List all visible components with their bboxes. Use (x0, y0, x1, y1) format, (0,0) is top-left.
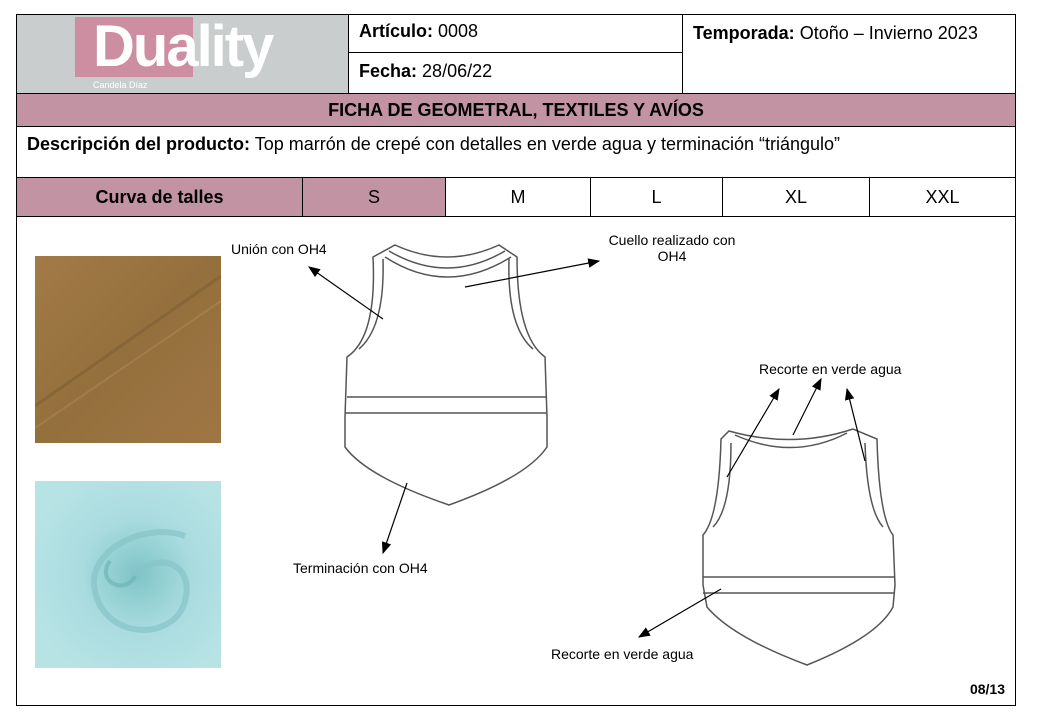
size-m: M (446, 178, 591, 216)
temporada-cell (683, 15, 1015, 93)
logo-subtitle: Candela Díaz (93, 80, 148, 90)
temporada-value: Otoño – Invierno 2023 (799, 23, 978, 43)
size-curve-row (17, 178, 1015, 217)
back-top-drawing (703, 429, 895, 665)
articulo-label: Artículo: (359, 21, 433, 41)
annotation-recorte-top: Recorte en verde agua (759, 361, 902, 377)
annotation-union: Unión con OH4 (231, 241, 327, 257)
size-curve-label: Curva de talles (17, 178, 303, 216)
tech-sheet (16, 14, 1016, 706)
page-number: 08/13 (969, 681, 1005, 697)
description-value: Top marrón de crepé con detalles en verde agua y terminación “triángulo” (254, 134, 841, 154)
annotation-terminacion: Terminación con OH4 (293, 560, 428, 576)
size-xl: XL (723, 178, 870, 216)
articulo-cell (349, 15, 683, 53)
size-l: L (591, 178, 723, 216)
fecha-label: Fecha: (359, 61, 418, 81)
fecha-value: 28/06/22 (422, 61, 493, 81)
annotation-recorte-bottom: Recorte en verde agua (551, 646, 694, 662)
fecha-cell (349, 53, 683, 93)
temporada-label: Temporada: (693, 23, 795, 43)
logo-text: Duality (93, 14, 273, 79)
size-xxl: XXL (925, 187, 960, 207)
annotation-cuello: Cuello realizado con OH4 (608, 232, 736, 264)
front-top-drawing (345, 245, 547, 505)
garment-drawings (17, 217, 1015, 707)
size-s: S (303, 178, 446, 216)
product-description (17, 127, 1015, 178)
sheet-title: FICHA DE GEOMETRAL, TEXTILES Y AVÍOS (17, 93, 1015, 127)
annotation-arrows (309, 261, 865, 637)
articulo-value: 0008 (438, 21, 479, 41)
description-label: Descripción del producto: (27, 134, 251, 154)
brand-logo (17, 15, 349, 93)
